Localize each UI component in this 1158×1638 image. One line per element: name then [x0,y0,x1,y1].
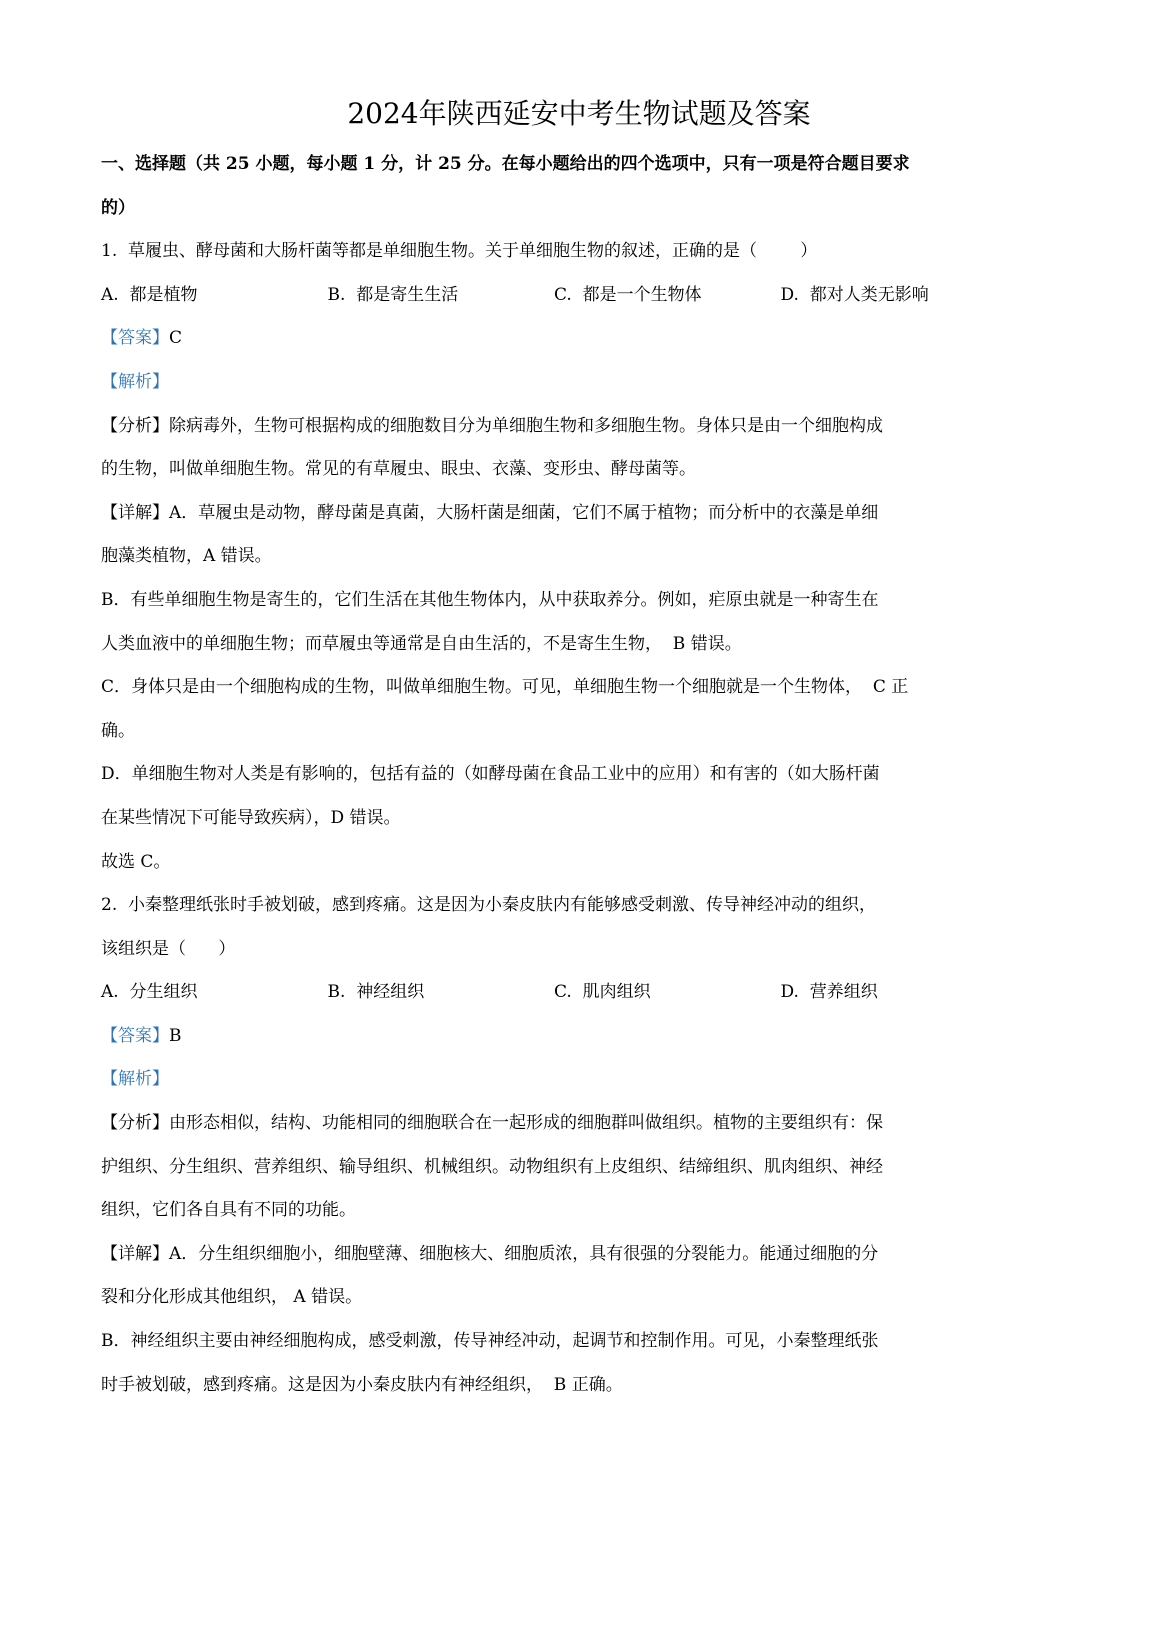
q2-option-c: C. 肌肉组织 [554,982,651,1003]
fenxi-label: 【分析】 [101,415,169,436]
q1-stem: 1. 草履虫、酵母菌和大肠杆菌等都是单细胞生物。关于单细胞生物的叙述，正确的是（ ） [101,241,818,262]
answer-value: B [169,1025,182,1046]
xiangjie-label: 【详解】 [101,502,169,523]
q1-options [101,274,1061,318]
q2-xiangjie [101,1233,1061,1277]
fenxi-label: 【分析】 [101,1113,169,1134]
q2-answer [101,1015,1061,1059]
q1-xiangjie-line: D．单细胞生物对人类是有影响的，包括有益的（如酵母菌在食品工业中的应用）和有害的（如大肠杆菌 [101,764,880,785]
answer-label: 【答案】 [101,328,169,349]
q2-fenxi-line: 组织，它们各自具有不同的功能。 [101,1200,356,1221]
q2-stem-cont: 该组织是（ ） [101,938,236,959]
q1-fenxi [101,405,1061,449]
q1-xiangjie-line: 人类血液中的单细胞生物；而草履虫等通常是自由生活的，不是寄生生物， B 错误。 [101,633,742,654]
q1-option-d: D. 都对人类无影响 [780,284,929,305]
q2-xiangjie-line: 时手被划破，感到疼痛。这是因为小秦皮肤内有神经组织， B 正确。 [101,1374,623,1395]
xiangjie-label: 【详解】 [101,1243,169,1264]
q1-jiexi-label: 【解析】 [101,371,169,392]
q1-xiangjie-line: 在某些情况下可能导致疾病），D 错误。 [101,807,401,828]
q1-option-b: B. 都是寄生生活 [327,284,459,305]
fenxi-text: 由形态相似，结构、功能相同的细胞联合在一起形成的细胞群叫做组织。植物的主要组织有：保 [169,1113,883,1134]
section-heading: 一、选择题（共 25 小题，每小题 1 分，计 25 分。在每小题给出的四个选项中，只有一项是符合题目要求 [101,154,910,174]
q1-fenxi-line: 的生物，叫做单细胞生物。常见的有草履虫、眼虫、衣藻、变形虫、酵母菌等。 [101,459,696,480]
q2-fenxi-line: 护组织、分生组织、营养组织、输导组织、机械组织。动物组织有上皮组织、结缔组织、肌肉组织、神经 [101,1156,883,1177]
q2-xiangjie-line: 裂和分化形成其他组织， A 错误。 [101,1287,363,1308]
q1-xiangjie [101,492,1061,536]
q2-option-d: D. 营养组织 [780,982,878,1003]
q1-conclusion: 故选 C。 [101,851,171,872]
q2-jiexi-label: 【解析】 [101,1069,169,1090]
q2-option-b: B. 神经组织 [327,982,425,1003]
section-heading-cont: 的） [101,197,135,218]
q2-fenxi [101,1102,1061,1146]
q1-xiangjie-line: 确。 [101,720,135,741]
q2-stem: 2. 小秦整理纸张时手被划破，感到疼痛。这是因为小秦皮肤内有能够感受刺激、传导神经冲动的组织， [101,895,877,916]
q1-answer [101,317,1061,361]
q2-options [101,971,1061,1015]
q2-option-a: A. 分生组织 [101,982,198,1003]
q1-option-c: C. 都是一个生物体 [554,284,702,305]
q1-xiangjie-line: C．身体只是由一个细胞构成的生物，叫做单细胞生物。可见，单细胞生物一个细胞就是一个生物体， C 正 [101,677,909,698]
xiangjie-text: A．分生组织细胞小，细胞壁薄、细胞核大、细胞质浓，具有很强的分裂能力。能通过细胞的分 [169,1243,879,1264]
q1-option-a: A. 都是植物 [101,284,198,305]
q1-xiangjie-line: B．有些单细胞生物是寄生的，它们生活在其他生物体内，从中获取养分。例如，疟原虫就是一种寄生在 [101,589,879,610]
answer-label: 【答案】 [101,1025,169,1046]
xiangjie-text: A．草履虫是动物，酵母菌是真菌，大肠杆菌是细菌，它们不属于植物；而分析中的衣藻是单细 [169,502,879,523]
answer-value: C [169,328,183,349]
document-title: 2024年陕西延安中考生物试题及答案 [347,97,811,130]
q2-xiangjie-line: B．神经组织主要由神经细胞构成，感受刺激，传导神经冲动，起调节和控制作用。可见，小秦整理纸张 [101,1331,879,1352]
fenxi-text: 除病毒外，生物可根据构成的细胞数目分为单细胞生物和多细胞生物。身体只是由一个细胞构成 [169,415,883,436]
q1-xiangjie-line: 胞藻类植物，A 错误。 [101,546,272,567]
document-body [101,143,1061,1407]
